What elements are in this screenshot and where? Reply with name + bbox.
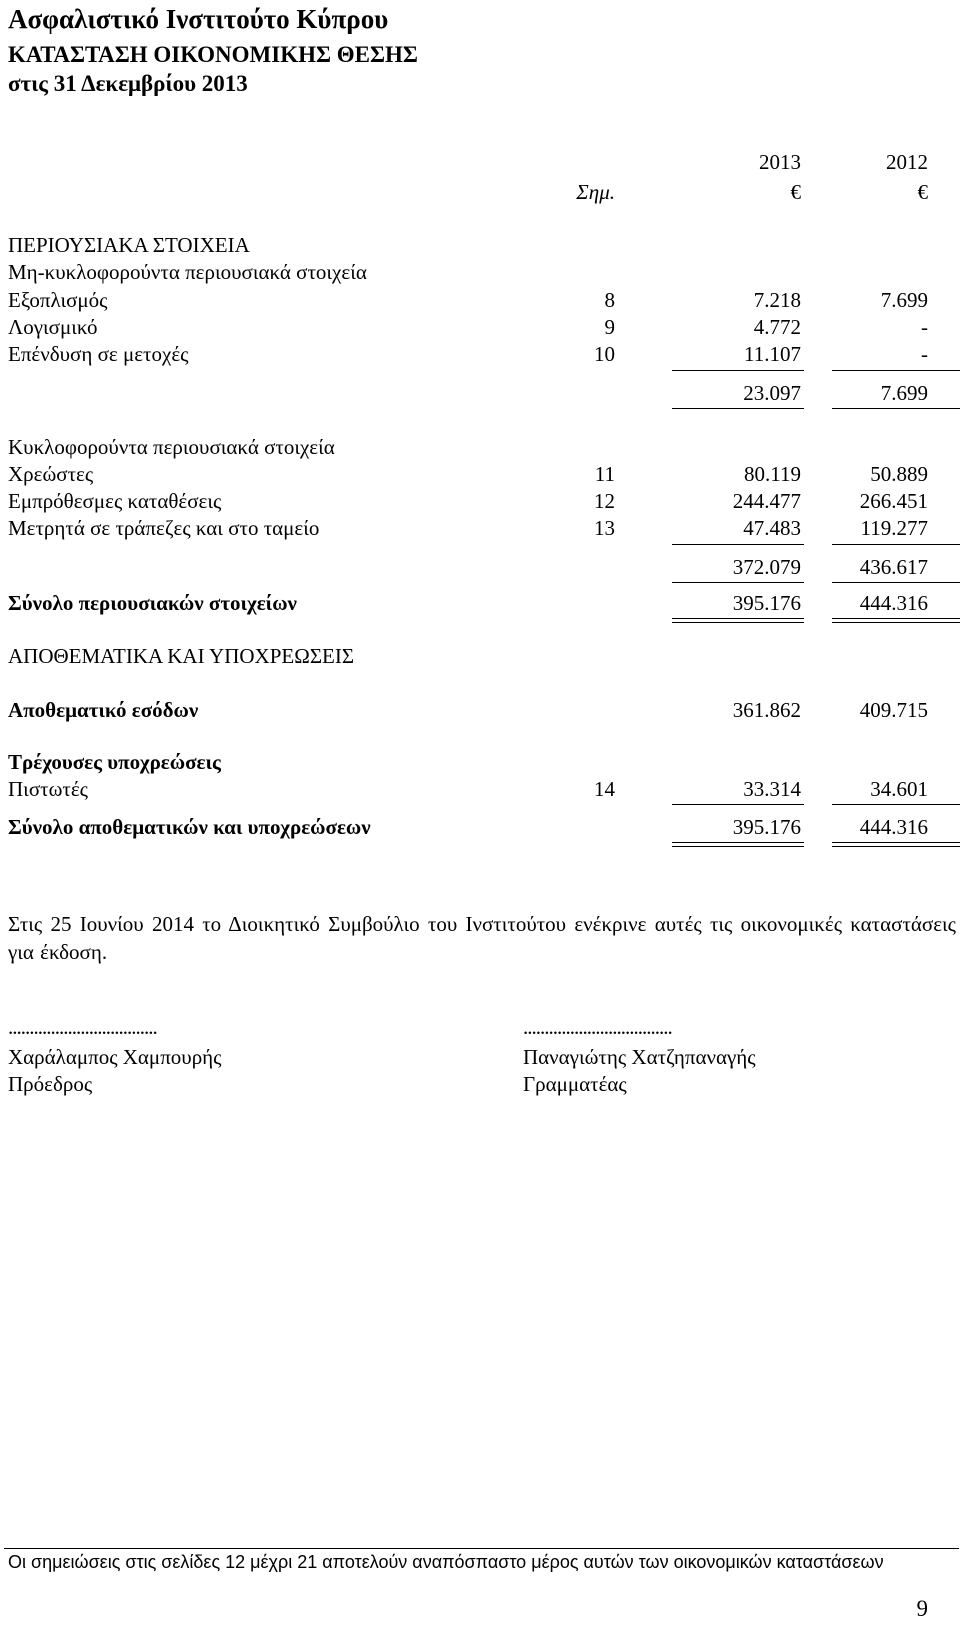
page-number: 9 bbox=[916, 1596, 928, 1621]
row-2013-creditors: 33.314 bbox=[743, 777, 801, 801]
noncurrent-subtotal-2013: 23.097 bbox=[743, 381, 801, 405]
chairman-role: Πρόεδρος bbox=[8, 1072, 93, 1096]
row-note-equipment: 8 bbox=[604, 288, 615, 312]
double-rule-total-assets-2012 bbox=[832, 618, 960, 623]
row-note-creditors: 14 bbox=[594, 777, 615, 801]
double-rule-total-el-2012 bbox=[832, 842, 960, 847]
reserve-2012: 409.715 bbox=[859, 698, 928, 722]
row-note-deposits: 12 bbox=[594, 489, 615, 513]
total-assets-2013: 395.176 bbox=[732, 591, 801, 615]
row-2012-debtors: 50.889 bbox=[870, 462, 928, 486]
rule-liabilities-2013 bbox=[672, 804, 804, 805]
approval-paragraph: Στις 25 Ιουνίου 2014 το Διοικητικό Συμβούλιο του Ινστιτούτου ενέκρινε αυτές τις οικονομικές καταστάσεις για έκδοση. bbox=[8, 912, 956, 964]
rule-noncurrent-total-2013 bbox=[672, 408, 804, 409]
row-2012-creditors: 34.601 bbox=[870, 777, 928, 801]
currency-2013: € bbox=[790, 180, 801, 204]
year-2013-header: 2013 bbox=[759, 150, 801, 174]
total-equity-liabilities-label: Σύνολο αποθεματικών και υποχρεώσεων bbox=[8, 815, 371, 839]
row-2013-cash: 47.483 bbox=[743, 516, 801, 540]
current-assets-heading: Κυκλοφορούντα περιουσιακά στοιχεία bbox=[8, 435, 335, 459]
row-note-cash: 13 bbox=[594, 516, 615, 540]
row-label-cash: Μετρητά σε τράπεζες και στο ταμείο bbox=[8, 516, 320, 540]
reserve-2013: 361.862 bbox=[732, 698, 801, 722]
chairman-name: Χαράλαμπος Χαμπουρής bbox=[8, 1045, 222, 1069]
rule-current-2012 bbox=[832, 544, 960, 545]
secretary-role: Γραμματέας bbox=[523, 1072, 627, 1096]
current-subtotal-2013: 372.079 bbox=[732, 555, 801, 579]
double-rule-total-el-2013 bbox=[672, 842, 804, 847]
rule-current-total-2013 bbox=[672, 582, 804, 583]
row-2013-deposits: 244.477 bbox=[732, 489, 801, 513]
statement-date: στις 31 Δεκεμβρίου 2013 bbox=[8, 71, 248, 96]
rule-current-total-2012 bbox=[832, 582, 960, 583]
equity-liabilities-heading: ΑΠΟΘΕΜΑΤΙΚΑ ΚΑΙ ΥΠΟΧΡΕΩΣΕΙΣ bbox=[8, 644, 355, 668]
rule-noncurrent-2012 bbox=[832, 370, 960, 371]
rule-liabilities-2012 bbox=[832, 804, 960, 805]
row-label-debtors: Χρεώστες bbox=[8, 462, 94, 486]
row-2012-cash: 119.277 bbox=[860, 516, 928, 540]
row-2012-deposits: 266.451 bbox=[859, 489, 928, 513]
row-label-deposits: Εμπρόθεσμες καταθέσεις bbox=[8, 489, 222, 513]
row-2013-debtors: 80.119 bbox=[744, 462, 801, 486]
row-note-software: 9 bbox=[604, 315, 615, 339]
year-2012-header: 2012 bbox=[886, 150, 928, 174]
row-2012-software: - bbox=[921, 315, 928, 339]
row-label-equipment: Εξοπλισμός bbox=[8, 288, 108, 312]
rule-current-2013 bbox=[672, 544, 804, 545]
noncurrent-assets-heading: Μη-κυκλοφορούντα περιουσιακά στοιχεία bbox=[8, 260, 367, 284]
row-label-software: Λογισμικό bbox=[8, 315, 98, 339]
total-assets-label: Σύνολο περιουσιακών στοιχείων bbox=[8, 591, 297, 615]
double-rule-total-assets-2013 bbox=[672, 618, 804, 623]
rule-noncurrent-2013 bbox=[672, 370, 804, 371]
signature-line-chairman: ................................... bbox=[8, 1015, 157, 1039]
row-label-creditors: Πιστωτές bbox=[8, 777, 88, 801]
row-2012-equipment: 7.699 bbox=[880, 288, 928, 312]
row-2012-investment: - bbox=[921, 342, 928, 366]
reserve-label: Αποθεματικό εσόδων bbox=[8, 698, 199, 722]
currency-2012: € bbox=[917, 180, 928, 204]
footer-rule bbox=[4, 1548, 959, 1549]
note-column-header: Σημ. bbox=[576, 180, 615, 204]
footer-note: Οι σημειώσεις στις σελίδες 12 μέχρι 21 αποτελούν αναπόσπαστο μέρος αυτών των οικονομικών καταστάσεων bbox=[8, 1552, 884, 1572]
row-note-investment: 10 bbox=[594, 342, 615, 366]
total-assets-2012: 444.316 bbox=[859, 591, 928, 615]
row-2013-equipment: 7.218 bbox=[753, 288, 801, 312]
rule-noncurrent-total-2012 bbox=[832, 408, 960, 409]
secretary-name: Παναγιώτης Χατζηπαναγής bbox=[523, 1045, 756, 1069]
signature-line-secretary: ................................... bbox=[523, 1015, 672, 1039]
current-subtotal-2012: 436.617 bbox=[859, 555, 928, 579]
total-equity-liabilities-2012: 444.316 bbox=[859, 815, 928, 839]
noncurrent-subtotal-2012: 7.699 bbox=[880, 381, 928, 405]
current-liabilities-heading: Τρέχουσες υποχρεώσεις bbox=[8, 750, 221, 774]
row-2013-software: 4.772 bbox=[753, 315, 801, 339]
total-equity-liabilities-2013: 395.176 bbox=[732, 815, 801, 839]
company-name: Ασφαλιστικό Ινστιτούτο Κύπρου bbox=[8, 4, 389, 34]
row-note-debtors: 11 bbox=[594, 462, 615, 486]
statement-title: ΚΑΤΑΣΤΑΣΗ ΟΙΚΟΝΟΜΙΚΗΣ ΘΕΣΗΣ bbox=[8, 42, 418, 67]
row-label-investment: Επένδυση σε μετοχές bbox=[8, 342, 189, 366]
row-2013-investment: 11.107 bbox=[744, 342, 801, 366]
assets-heading: ΠΕΡΙΟΥΣΙΑΚΑ ΣΤΟΙΧΕΙΑ bbox=[8, 233, 250, 257]
